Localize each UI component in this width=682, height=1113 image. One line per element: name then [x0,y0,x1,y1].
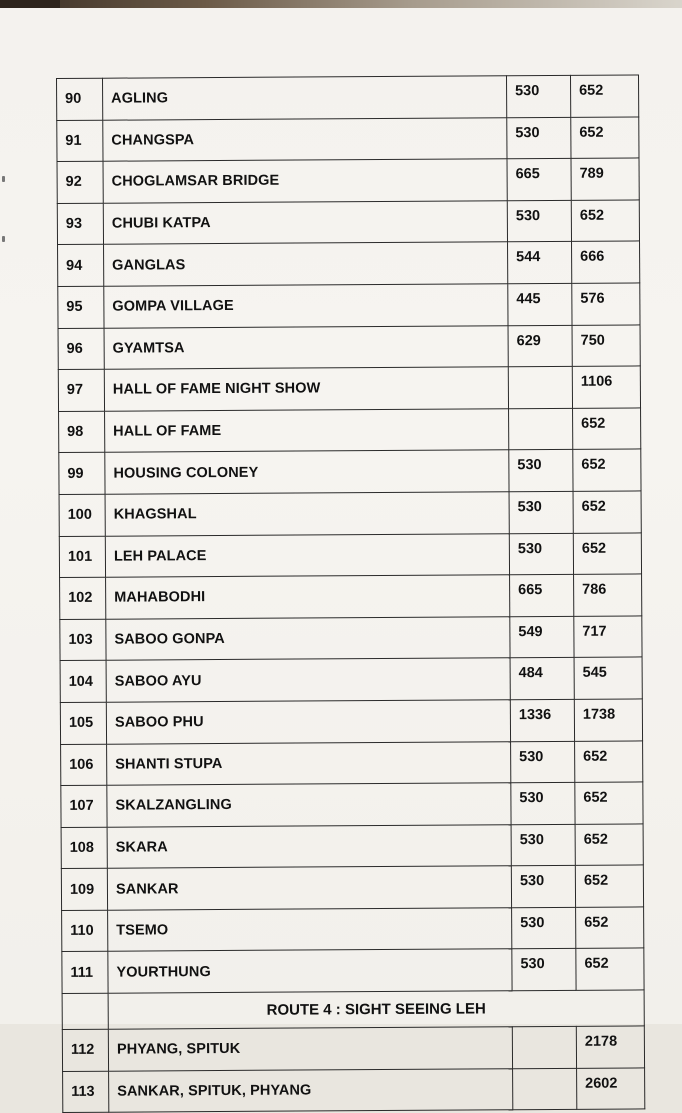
destination-name: HALL OF FAME [105,408,509,452]
destination-name: SABOO PHU [106,700,510,744]
fare-value-1: 530 [509,491,573,533]
row-number: 110 [62,910,108,952]
destination-name: AGLING [103,76,507,120]
fare-value-1: 530 [507,117,571,159]
destination-name: GANGLAS [104,242,508,286]
row-number: 112 [62,1029,108,1071]
section-title: ROUTE 4 : SIGHT SEEING LEH [108,990,644,1029]
fare-value-1: 530 [511,866,575,908]
fare-value-2: 652 [571,117,639,159]
fare-value-1: 530 [512,907,576,949]
row-number: 98 [59,411,105,453]
fare-value-2: 652 [570,75,638,117]
page-corner-shadow [0,0,60,8]
table-row [58,324,640,369]
fare-value-1: 530 [509,450,573,492]
fare-value-1 [509,408,573,450]
fare-value-1: 484 [510,658,574,700]
fare-value-2: 545 [574,657,642,699]
destination-name: SANKAR, SPITUK, PHYANG [109,1068,513,1112]
table-row [57,117,639,162]
row-number: 106 [61,744,107,786]
table-row [58,366,640,411]
page-top-shadow [0,0,682,8]
table-row [59,491,641,536]
fare-value-2: 652 [573,532,641,574]
fare-value-2: 576 [572,283,640,325]
row-number: 94 [58,245,104,287]
fare-value-2: 666 [572,241,640,283]
fare-value-1: 665 [510,574,574,616]
fare-value-2: 652 [575,740,643,782]
destination-name: PHYANG, SPITUK [108,1027,512,1071]
destination-name: CHOGLAMSAR BRIDGE [103,159,507,203]
fare-value-2: 717 [574,616,642,658]
row-number: 90 [57,78,103,120]
destination-name: GOMPA VILLAGE [104,284,508,328]
fare-value-1 [513,1068,577,1110]
row-number: 101 [59,536,105,578]
table-row [57,75,639,120]
row-number: 107 [61,785,107,827]
row-number: 91 [57,120,103,162]
margin-speck [2,236,5,242]
table-row [60,699,642,744]
table-row [60,657,642,702]
destination-name: LEH PALACE [105,533,509,577]
destination-name: SANKAR [107,866,511,910]
fare-value-2: 652 [575,865,643,907]
table-row [57,158,639,203]
fare-value-1: 445 [508,283,572,325]
row-number: 95 [58,286,104,328]
destination-name: HALL OF FAME NIGHT SHOW [104,367,508,411]
fare-value-2: 1738 [574,699,642,741]
row-number: 104 [60,661,106,703]
fare-value-2: 652 [576,907,644,949]
destination-name: SABOO AYU [106,658,510,702]
destination-name: CHUBI KATPA [103,201,507,245]
fare-value-1: 530 [506,75,570,117]
table-row [58,283,640,328]
fare-value-1: 544 [508,242,572,284]
fare-value-2: 652 [571,200,639,242]
row-number: 100 [59,494,105,536]
table-row [57,200,639,245]
fare-value-2: 652 [573,408,641,450]
fare-value-1: 530 [509,533,573,575]
destination-name: SHANTI STUPA [107,741,511,785]
destination-name: MAHABODHI [106,575,510,619]
row-number: 111 [62,952,108,994]
fare-table [56,74,645,1113]
row-number: 102 [60,577,106,619]
row-number: 103 [60,619,106,661]
row-number: 92 [57,161,103,203]
table-row [58,241,640,286]
fare-value-1 [508,367,572,409]
row-number: 109 [61,868,107,910]
fare-value-1: 665 [507,159,571,201]
destination-name: TSEMO [108,908,512,952]
fare-value-1: 530 [511,741,575,783]
table-row [62,1026,644,1071]
fare-value-2: 789 [571,158,639,200]
fare-value-1: 530 [511,824,575,866]
row-number: 105 [60,702,106,744]
fare-value-2: 652 [573,491,641,533]
fare-table-wrapper [56,78,638,1113]
row-number: 113 [63,1071,109,1113]
fare-table-body [57,75,645,1113]
destination-name: SKALZANGLING [107,783,511,827]
table-row [62,907,644,952]
destination-name: GYAMTSA [104,325,508,369]
table-row [61,824,643,869]
table-row [61,740,643,785]
destination-name: KHAGSHAL [105,492,509,536]
fare-value-2: 652 [573,449,641,491]
table-row [60,616,642,661]
fare-value-2: 652 [575,824,643,866]
fare-value-2: 750 [572,324,640,366]
fare-value-1: 530 [511,782,575,824]
fare-value-1: 1336 [510,699,574,741]
fare-value-2: 652 [575,782,643,824]
section-blank-cell [62,993,108,1029]
row-number: 93 [57,203,103,245]
row-number: 96 [58,328,104,370]
table-row [62,948,644,993]
destination-name: HOUSING COLONEY [105,450,509,494]
table-row [59,532,641,577]
fare-value-2: 786 [574,574,642,616]
destination-name: CHANGSPA [103,117,507,161]
fare-value-1: 530 [512,949,576,991]
fare-value-2: 1106 [572,366,640,408]
table-row [59,449,641,494]
row-number: 97 [58,369,104,411]
fare-value-2: 2178 [576,1026,644,1068]
fare-value-1: 549 [510,616,574,658]
fare-value-1: 629 [508,325,572,367]
table-row [61,865,643,910]
table-row [63,1068,645,1113]
table-row [60,574,642,619]
fare-value-1: 530 [507,200,571,242]
destination-name: YOURTHUNG [108,949,512,993]
margin-speck [2,176,5,182]
table-row [61,782,643,827]
destination-name: SABOO GONPA [106,616,510,660]
table-row [59,408,641,453]
row-number: 99 [59,453,105,495]
row-number: 108 [61,827,107,869]
fare-value-1 [512,1026,576,1068]
fare-value-2: 652 [576,948,644,990]
destination-name: SKARA [107,824,511,868]
fare-value-2: 2602 [577,1068,645,1110]
